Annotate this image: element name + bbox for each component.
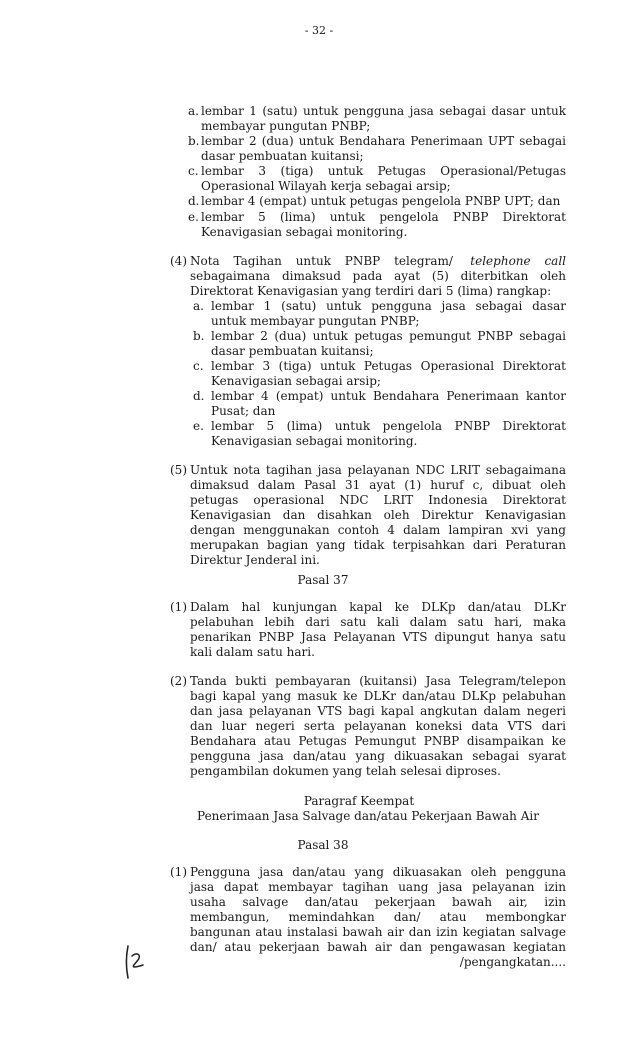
list-item-line: lembar 2 (dua) untuk Bendahara Penerimaan UPT sebagai — [201, 134, 566, 148]
item-label: a. — [193, 299, 204, 313]
list-item-line: untuk membayar pungutan PNBP; — [211, 314, 420, 328]
paragraph-number: (4) — [170, 254, 187, 268]
paragraph-line: bagi kapal yang masuk ke DLKr dan/atau DLKp pelabuhan — [190, 689, 566, 703]
list-item-line: lembar 4 (empat) untuk petugas pengelola PNBP UPT; dan — [201, 194, 561, 208]
paragraph-line: pelabuhan lebih dari satu kali dalam satu hari, maka — [190, 615, 566, 629]
para4-text-start: Nota Tagihan untuk PNBP telegram/ — [190, 254, 453, 268]
paragraph-line: jasa dapat membayar tagihan uang jasa pelayanan izin — [190, 880, 566, 894]
item-label: e. — [193, 419, 204, 433]
paragraph-line: Tanda bukti pembayaran (kuitansi) Jasa Telegram/telepon — [190, 674, 566, 688]
paragraph-line: sebagaimana dimaksud pada ayat (5) diterbitkan oleh — [190, 269, 566, 283]
list-item-line: lembar 5 (lima) untuk pengelola PNBP Direktorat — [201, 210, 566, 224]
paragraph-line: petugas operasional NDC LRIT Indonesia Direktorat — [190, 493, 566, 507]
paragraph-number: (1) — [170, 865, 187, 879]
paragraph-line: membangun, memindahkan dan/ atau membongkar — [190, 910, 566, 924]
item-label: b. — [193, 329, 205, 343]
paragraph-line — [190, 254, 566, 270]
list-item-line: lembar 5 (lima) untuk pengelola PNBP Direktorat — [211, 419, 566, 433]
continuation-marker: /pengangkatan.... — [459, 955, 566, 969]
page-number: - 32 - — [304, 24, 334, 37]
paragraph-number: (2) — [170, 674, 187, 688]
section-subtitle: Penerimaan Jasa Salvage dan/atau Pekerjaan Bawah Air — [197, 809, 539, 823]
paragraph-line: dengan menggunakan contoh 4 dalam lampiran xvi yang — [190, 523, 566, 537]
paragraph-line: dan jasa pelayanan VTS bagi kapal angkutan dalam negeri — [190, 704, 566, 718]
paragraph-line: Pengguna jasa dan/atau yang dikuasakan oleh pengguna — [190, 865, 566, 879]
paragraph-line: pengguna jasa dan/atau yang dikuasakan sebagai syarat — [190, 749, 566, 763]
list-item-line: Kenavigasian sebagai arsip; — [211, 374, 381, 388]
list-item-line: Kenavigasian sebagai monitoring. — [201, 225, 408, 239]
paragraph-line: Dalam hal kunjungan kapal ke DLKp dan/atau DLKr — [190, 600, 566, 614]
list-item-line: lembar 3 (tiga) untuk Petugas Operasional/Petugas — [201, 164, 566, 178]
paragraph-number: (1) — [170, 600, 187, 614]
item-label: e. — [188, 210, 199, 224]
signature-initial-mark — [122, 942, 152, 982]
paragraph-line: pengambilan dokumen yang telah selesai diproses. — [190, 764, 501, 778]
list-item-line: Operasional Wilayah kerja sebagai arsip; — [201, 179, 451, 193]
list-item-line: lembar 4 (empat) untuk Bendahara Penerimaan kantor — [211, 389, 566, 403]
list-item-line: Kenavigasian sebagai monitoring. — [211, 434, 418, 448]
list-item-line: lembar 1 (satu) untuk pengguna jasa sebagai dasar — [211, 299, 566, 313]
item-label: b. — [188, 134, 200, 148]
paragraph-line: penarikan PNBP Jasa Pelayanan VTS dipungut hanya satu — [190, 630, 566, 644]
pasal-heading: Pasal 37 — [297, 573, 349, 587]
item-label: c. — [193, 359, 204, 373]
list-item-line: dasar pembuatan kuitansi; — [211, 344, 374, 358]
item-label: c. — [188, 164, 199, 178]
paragraph-line: bangunan atau instalasi bawah air dan izin kegiatan salvage — [190, 925, 566, 939]
paragraph-line: dan luar negeri serta pelayanan koneksi data VTS dari — [190, 719, 566, 733]
paragraph-line: usaha salvage dan/atau pekerjaan bawah air, izin — [190, 895, 566, 909]
para4-italic-term: telephone call — [470, 254, 566, 268]
paragraph-line: dan/ atau pekerjaan bawah air dan pengawasan kegiatan — [190, 940, 566, 954]
paragraph-line: Bendahara atau Petugas Pemungut PNBP disampaikan ke — [190, 734, 566, 748]
list-item-line: membayar pungutan PNBP; — [201, 119, 371, 133]
paragraph-line: kali dalam satu hari. — [190, 645, 315, 659]
paragraph-number: (5) — [170, 463, 187, 477]
list-item-line: dasar pembuatan kuitansi; — [201, 149, 364, 163]
item-label: a. — [188, 104, 199, 118]
paragraph-line: Direktorat Kenavigasian yang terdiri dari 5 (lima) rangkap: — [190, 284, 552, 298]
pasal-heading: Pasal 38 — [297, 838, 349, 852]
list-item-line: Pusat; dan — [211, 404, 276, 418]
paragraph-line: Untuk nota tagihan jasa pelayanan NDC LRIT sebagaimana — [190, 463, 566, 477]
paragraph-line: dimaksud dalam Pasal 31 ayat (1) huruf c, dibuat oleh — [190, 478, 566, 492]
paragraph-line: Kenavigasian dan disahkan oleh Direktur Kenavigasian — [190, 508, 566, 522]
list-item-line: lembar 3 (tiga) untuk Petugas Operasional Direktorat — [211, 359, 566, 373]
item-label: d. — [193, 389, 205, 403]
section-title: Paragraf Keempat — [303, 794, 415, 808]
list-item-line: lembar 1 (satu) untuk pengguna jasa sebagai dasar untuk — [201, 104, 566, 118]
item-label: d. — [188, 194, 200, 208]
paragraph-line: merupakan bagian yang tidak terpisahkan dari Peraturan — [190, 538, 566, 552]
paragraph-line: Direktur Jenderal ini. — [190, 553, 320, 567]
list-item-line: lembar 2 (dua) untuk petugas pemungut PNBP sebagai — [211, 329, 566, 343]
